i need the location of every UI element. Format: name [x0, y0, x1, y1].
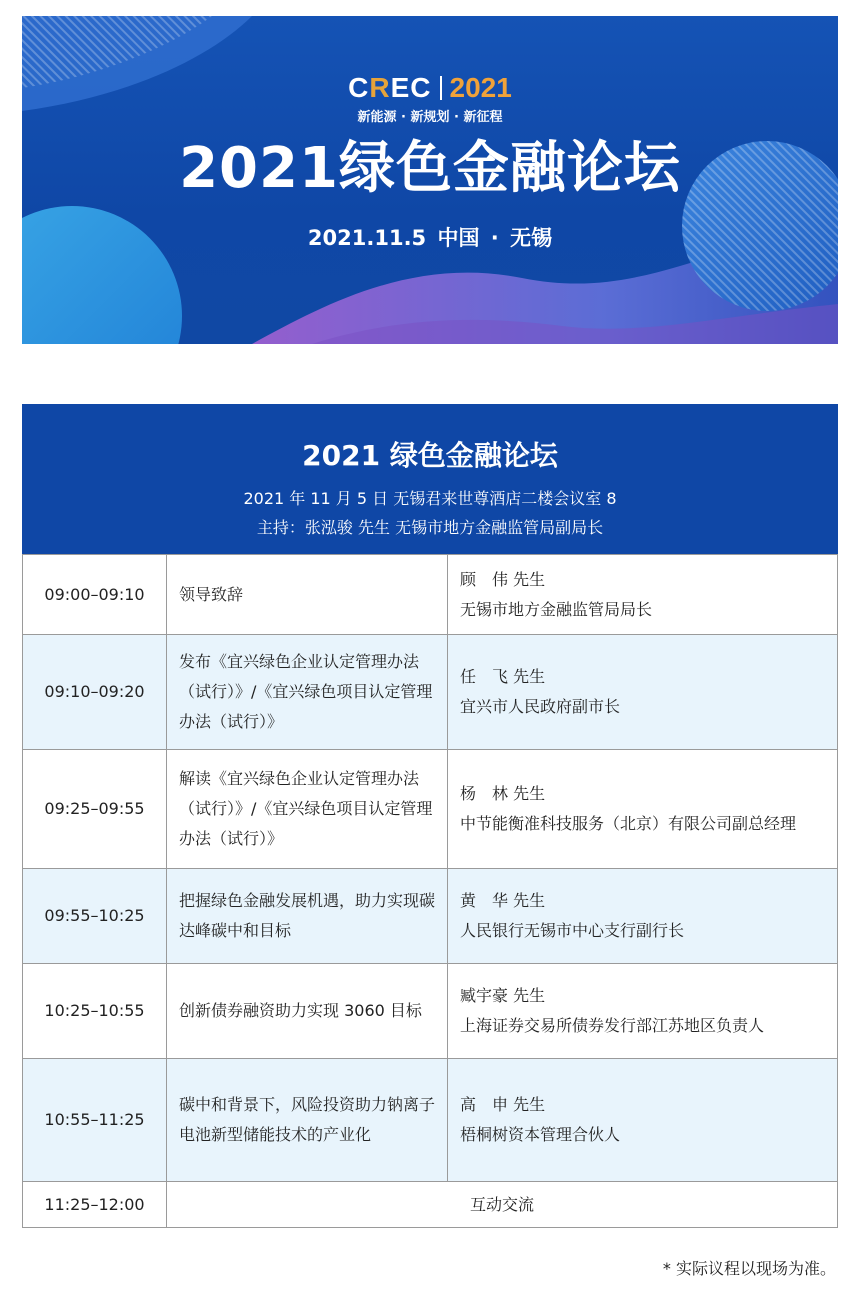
row-topic: 解读《宜兴绿色企业认定管理办法（试行）》/《宜兴绿色项目认定管理办法（试行）》: [167, 750, 448, 869]
agenda-title: 2021 绿色金融论坛: [302, 439, 558, 472]
logo-year: 2021: [449, 72, 512, 103]
row-topic: 互动交流: [167, 1182, 838, 1228]
table-row: [23, 635, 838, 750]
table-row: [23, 1059, 838, 1182]
row-speaker: [448, 964, 838, 1059]
agenda-table: [22, 554, 838, 1228]
row-time: 10:25–10:55: [23, 964, 167, 1059]
row-topic: 发布《宜兴绿色企业认定管理办法（试行）》/《宜兴绿色项目认定管理办法（试行）》: [167, 635, 448, 750]
row-topic: 创新债券融资助力实现 3060 目标: [167, 964, 448, 1059]
row-speaker: [448, 750, 838, 869]
banner-date-location: 2021.11.5 中国 · 无锡: [307, 226, 553, 250]
row-time: 09:00–09:10: [23, 555, 167, 635]
event-banner: [22, 16, 838, 344]
table-row: [23, 869, 838, 964]
speaker-title: 宜兴市人民政府副市长: [460, 697, 621, 716]
speaker-title: 无锡市地方金融监管局局长: [460, 599, 653, 619]
speaker-title: 上海证券交易所债券发行部江苏地区负责人: [460, 1016, 765, 1035]
banner-tagline: 新能源 · 新规划 · 新征程: [357, 110, 503, 125]
row-time: 11:25–12:00: [23, 1182, 167, 1228]
logo-divider: [440, 76, 442, 100]
logo-wordmark: CREC: [348, 72, 432, 103]
row-speaker: [448, 555, 838, 635]
agenda-host: 主持：张泓骏 先生 无锡市地方金融监管局副局长: [256, 518, 604, 537]
table-row: [23, 750, 838, 869]
footnote: * 实际议程以现场为准。: [662, 1259, 836, 1278]
row-speaker: [448, 1059, 838, 1182]
brand-logo: [22, 72, 838, 104]
row-time: 09:10–09:20: [23, 635, 167, 750]
speaker-name: 黄 华 先生: [460, 891, 546, 910]
row-topic: 领导致辞: [167, 555, 448, 635]
row-speaker: [448, 635, 838, 750]
banner-title: 2021绿色金融论坛: [179, 136, 681, 201]
table-row: [23, 1182, 838, 1228]
row-time: 09:55–10:25: [23, 869, 167, 964]
row-speaker: [448, 869, 838, 964]
speaker-name: 杨 林 先生: [460, 784, 546, 803]
table-row: [23, 964, 838, 1059]
speaker-title: 梧桐树资本管理合伙人: [460, 1125, 621, 1144]
speaker-title: 中节能衡准科技服务（北京）有限公司副总经理: [460, 814, 797, 833]
speaker-name: 高 申 先生: [460, 1095, 546, 1114]
row-topic: 碳中和背景下，风险投资助力钠离子电池新型储能技术的产业化: [167, 1059, 448, 1182]
row-time: 09:25–09:55: [23, 750, 167, 869]
table-row: [23, 555, 838, 635]
speaker-title: 人民银行无锡市中心支行副行长: [460, 921, 685, 940]
row-time: 10:55–11:25: [23, 1059, 167, 1182]
agenda: [22, 404, 838, 1228]
speaker-name: 任 飞 先生: [460, 667, 546, 686]
speaker-name: 臧宇豪 先生: [460, 986, 546, 1005]
agenda-venue: 2021 年 11 月 5 日 无锡君来世尊酒店二楼会议室 8: [243, 489, 617, 508]
agenda-header: [22, 404, 838, 554]
speaker-name: 顾 伟 先生: [460, 569, 546, 589]
row-topic: 把握绿色金融发展机遇，助力实现碳达峰碳中和目标: [167, 869, 448, 964]
